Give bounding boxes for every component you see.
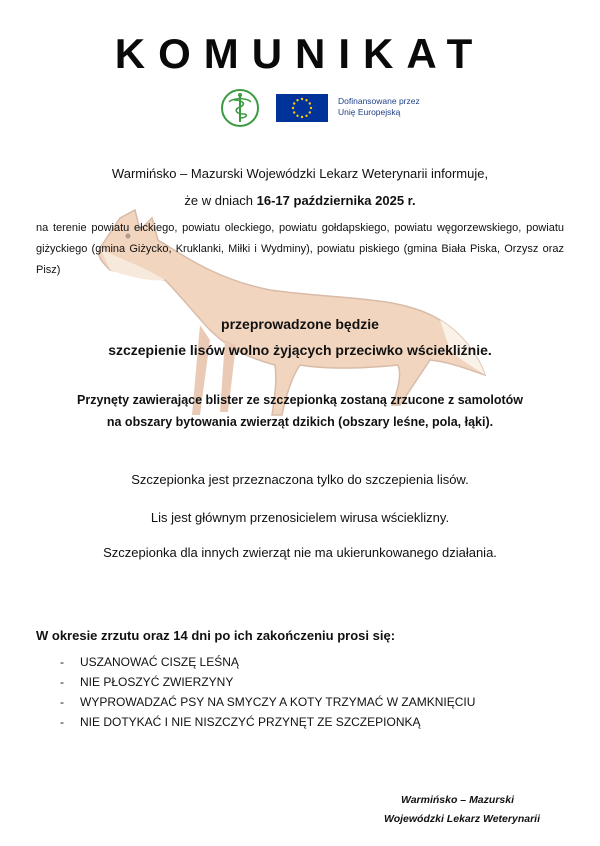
area-description: na terenie powiatu ełckiego, powiatu oleckiego, powiatu gołdapskiego, powiatu węgorzewskiego, powiatu giżyckiego (gmina Giżycko, Kruklanki, Miłki i Wydminy), powiatu piskiego (gmina Biała Piska, Orzysz oraz Pisz) bbox=[36, 222, 564, 276]
list-bullet: - bbox=[60, 695, 64, 709]
list-item bbox=[60, 672, 475, 692]
bait-info-line-1: Przynęty zawierające blister ze szczepionką zostaną zrzucone z samolotów bbox=[77, 393, 523, 407]
list-item bbox=[60, 692, 475, 712]
fact-item: Szczepionka dla innych zwierząt nie ma ukierunkowanego działania. bbox=[103, 545, 497, 560]
headline-line-2: szczepienie lisów wolno żyjących przeciwko wściekliźnie. bbox=[108, 342, 492, 358]
list-item-text: WYPROWADZAĆ PSY NA SMYCZY A KOTY TRZYMAĆ W ZAMKNIĘCIU bbox=[80, 695, 476, 709]
veterinary-caduceus-icon bbox=[220, 88, 260, 128]
list-bullet: - bbox=[60, 655, 64, 669]
headline-line-1: przeprowadzone będzie bbox=[221, 316, 379, 332]
intro-dates: 16-17 października 2025 r. bbox=[256, 193, 416, 208]
eu-flag-icon bbox=[276, 94, 328, 122]
eu-text-line2: Unię Europejską bbox=[338, 107, 401, 117]
list-item bbox=[60, 652, 475, 672]
list-item-text: USZANOWAĆ CISZĘ LEŚNĄ bbox=[80, 655, 239, 669]
signature-line-1: Warmińsko – Mazurski bbox=[400, 794, 514, 806]
fact-item: Lis jest głównym przenosicielem wirusa wścieklizny. bbox=[150, 510, 450, 525]
intro-dates-prefix: że w dniach bbox=[184, 193, 257, 208]
intro-line-2 bbox=[0, 193, 600, 208]
bait-info-line-2: na obszary bytowania zwierząt dzikich (obszary leśne, pola, łąki). bbox=[106, 415, 494, 429]
eu-text-line1: Dofinansowane przez bbox=[338, 96, 420, 106]
request-list bbox=[60, 652, 475, 732]
eu-funding-text bbox=[338, 96, 420, 118]
list-bullet: - bbox=[60, 715, 64, 729]
list-bullet: - bbox=[60, 675, 64, 689]
list-item-text: NIE DOTYKAĆ I NIE NISZCZYĆ PRZYNĘT ZE SZCZEPIONKĄ bbox=[80, 715, 421, 729]
list-item-text: NIE PŁOSZYĆ ZWIERZYNY bbox=[80, 675, 234, 689]
request-heading: W okresie zrzutu oraz 14 dni po ich zakończeniu prosi się: bbox=[36, 628, 396, 643]
fact-item: Szczepionka jest przeznaczona tylko do szczepienia lisów. bbox=[131, 472, 469, 487]
list-item bbox=[60, 712, 475, 732]
signature-line-2: Wojewódzki Lekarz Weterynarii bbox=[384, 813, 540, 825]
page-title: KOMUNIKAT bbox=[114, 30, 486, 77]
intro-line-1: Warmińsko – Mazurski Wojewódzki Lekarz Weterynarii informuje, bbox=[111, 166, 489, 181]
